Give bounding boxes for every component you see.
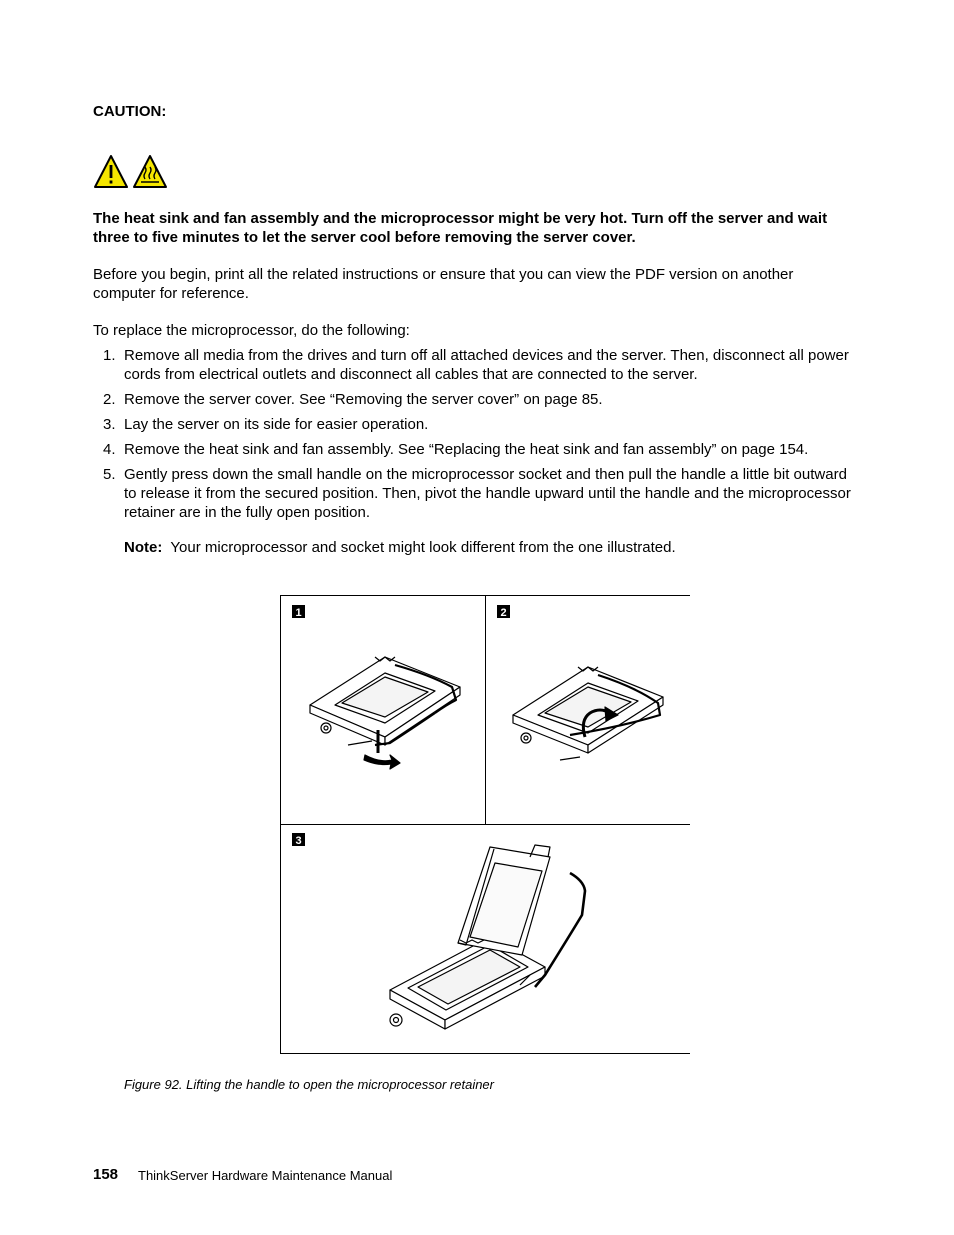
socket-illustration	[280, 595, 690, 1054]
step-number: 3.	[103, 416, 116, 433]
step-number: 2.	[103, 391, 116, 408]
step-number: 4.	[103, 441, 116, 458]
note	[124, 538, 676, 557]
caution-heading: CAUTION:	[93, 103, 167, 120]
procedure-steps	[93, 346, 853, 528]
step-item	[93, 465, 853, 522]
panel-label-1	[292, 605, 305, 619]
step-item	[93, 440, 853, 459]
panel-2-socket	[513, 667, 663, 760]
step-text: Lay the server on its side for easier operation.	[124, 416, 429, 433]
step-number: 1.	[103, 347, 116, 364]
panel-3-socket	[390, 845, 585, 1029]
svg-text:1: 1	[295, 607, 302, 619]
step-text: Gently press down the small handle on the microprocessor socket and then pull the handle a little bit outward to release it from the secured position. Then, pivot the handle upward until the handle and the microprocessor retainer are in the fully open position.	[124, 466, 851, 521]
svg-text:2: 2	[500, 607, 507, 619]
page-number: 158	[93, 1166, 119, 1183]
note-text: Your microprocessor and socket might look different from the one illustrated.	[170, 539, 676, 556]
step-text: Remove all media from the drives and turn off all attached devices and the server. Then, disconnect all power cords from electrical outlets and disconnect all cables that are connected to the server.	[124, 347, 849, 383]
step-number: 5.	[103, 466, 116, 483]
figure-caption: Figure 92. Lifting the handle to open the microprocessor retainer	[124, 1077, 494, 1092]
panel-label-3	[292, 833, 305, 847]
panel-label-2	[497, 605, 510, 619]
warning-icons	[93, 153, 173, 193]
steps-intro: To replace the microprocessor, do the following:	[93, 322, 410, 339]
hot-surface-icon	[134, 156, 166, 187]
warning-exclamation-icon	[95, 156, 127, 187]
step-item	[93, 346, 853, 384]
intro-paragraph: Before you begin, print all the related instructions or ensure that you can view the PDF version on another computer for reference.	[93, 266, 794, 302]
step-item	[93, 415, 853, 434]
heat-warning-text: The heat sink and fan assembly and the microprocessor might be very hot. Turn off the server and wait three to five minutes to let the server cool before removing the server cover.	[93, 210, 828, 246]
step-text: Remove the heat sink and fan assembly. See “Replacing the heat sink and fan assembly” on page 154.	[124, 441, 809, 458]
step-item	[93, 390, 853, 409]
manual-title: ThinkServer Hardware Maintenance Manual	[138, 1168, 393, 1183]
panel-1-socket	[310, 657, 460, 769]
note-label: Note:	[124, 539, 163, 556]
step-text: Remove the server cover. See “Removing the server cover” on page 85.	[124, 391, 603, 408]
svg-text:3: 3	[295, 835, 302, 847]
